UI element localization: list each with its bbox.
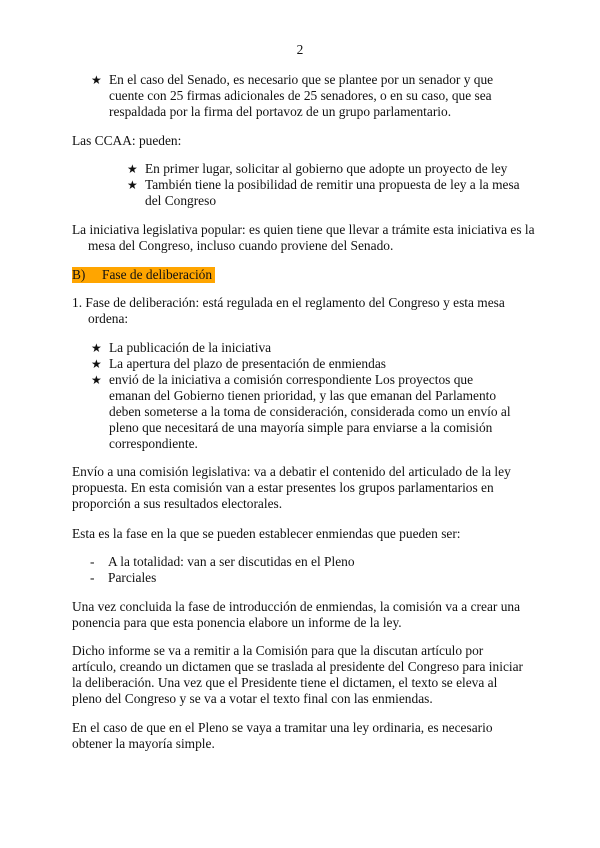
- list-item: [91, 340, 511, 356]
- section-letter: B): [72, 267, 86, 282]
- star-bullet-icon: ★: [91, 357, 102, 371]
- enmiendas-item-text: A la totalidad: van a ser discutidas en el Pleno: [108, 554, 355, 569]
- enmiendas-list: [90, 554, 355, 586]
- dash-bullet: -: [90, 570, 95, 585]
- dictamen-paragraph: Dicho informe se va a remitir a la Comisión para que la discutan artículo por artículo, creando un dictamen que se traslada al presidente del Congreso para iniciar la deliberación. Una vez que el Presidente tiene el dictamen, el texto se eleva al pleno del Congreso y se va a votar el texto final con las enmiendas.: [72, 643, 524, 706]
- list-item: [91, 372, 511, 452]
- enmiendas-item-text: Parciales: [108, 570, 157, 585]
- ccaa-item-text: También tiene la posibilidad de remitir una propuesta de ley a la mesa del Congreso: [145, 177, 520, 208]
- star-bullet-icon: ★: [91, 373, 102, 387]
- list-item: [127, 161, 527, 177]
- fase-intro: 1. Fase de deliberación: está regulada en el reglamento del Congreso y esta mesa ordena:: [72, 295, 505, 326]
- list-item: [91, 356, 511, 372]
- dash-bullet: -: [90, 554, 95, 569]
- list-item: [90, 570, 355, 586]
- ccaa-intro: Las CCAA: pueden:: [72, 133, 182, 148]
- popular-paragraph: La iniciativa legislativa popular: es quien tiene que llevar a trámite esta iniciativa es la mesa del Congreso, incluso cuando proviene del Senado.: [72, 222, 535, 253]
- star-bullet-icon: ★: [127, 178, 138, 192]
- enmiendas-intro: Esta es la fase en la que se pueden establecer enmiendas que pueden ser:: [72, 526, 461, 541]
- section-heading: [72, 267, 215, 283]
- list-item: [127, 177, 527, 209]
- page-number: 2: [296, 42, 304, 57]
- list-item: [91, 72, 531, 120]
- list-item: [90, 554, 355, 570]
- fase-item-text: La apertura del plazo de presentación de enmiendas: [109, 356, 386, 371]
- fase-item-text: La publicación de la iniciativa: [109, 340, 272, 355]
- ponencia-paragraph: Una vez concluida la fase de introducción de enmiendas, la comisión va a crear una ponencia para que esta ponencia elabore un informe de la ley.: [72, 599, 521, 630]
- senado-item-text: En el caso del Senado, es necesario que se plantee por un senador y que cuente con 25 firmas adicionales de 25 senadores, o en su caso, que sea respaldada por la firma del portavoz de un grupo parlamentario.: [109, 72, 494, 119]
- star-bullet-icon: ★: [91, 73, 102, 87]
- fase-item-text: envió de la iniciativa a comisión correspondiente Los proyectos que emanan del Gobierno tienen prioridad, y las que emanan del Parlamento deben someterse a la toma de consideración, considerada como un envío al pleno que necesitará de una mayoría simple para enviarse a la comisión correspondiente.: [109, 372, 511, 451]
- ccaa-list: [127, 161, 527, 209]
- comision-paragraph: Envío a una comisión legislativa: va a debatir el contenido del articulado de la ley propuesta. En esta comisión van a estar presentes los grupos parlamentarios en proporción a sus resultados electorales.: [72, 464, 511, 511]
- fase-list: [91, 340, 511, 452]
- star-bullet-icon: ★: [127, 162, 138, 176]
- pleno-paragraph: En el caso de que en el Pleno se vaya a tramitar una ley ordinaria, es necesario obtener la mayoría simple.: [72, 720, 493, 751]
- section-title: Fase de deliberación: [102, 267, 213, 282]
- senado-list: [91, 72, 531, 120]
- ccaa-item-text: En primer lugar, solicitar al gobierno que adopte un proyecto de ley: [145, 161, 508, 176]
- star-bullet-icon: ★: [91, 341, 102, 355]
